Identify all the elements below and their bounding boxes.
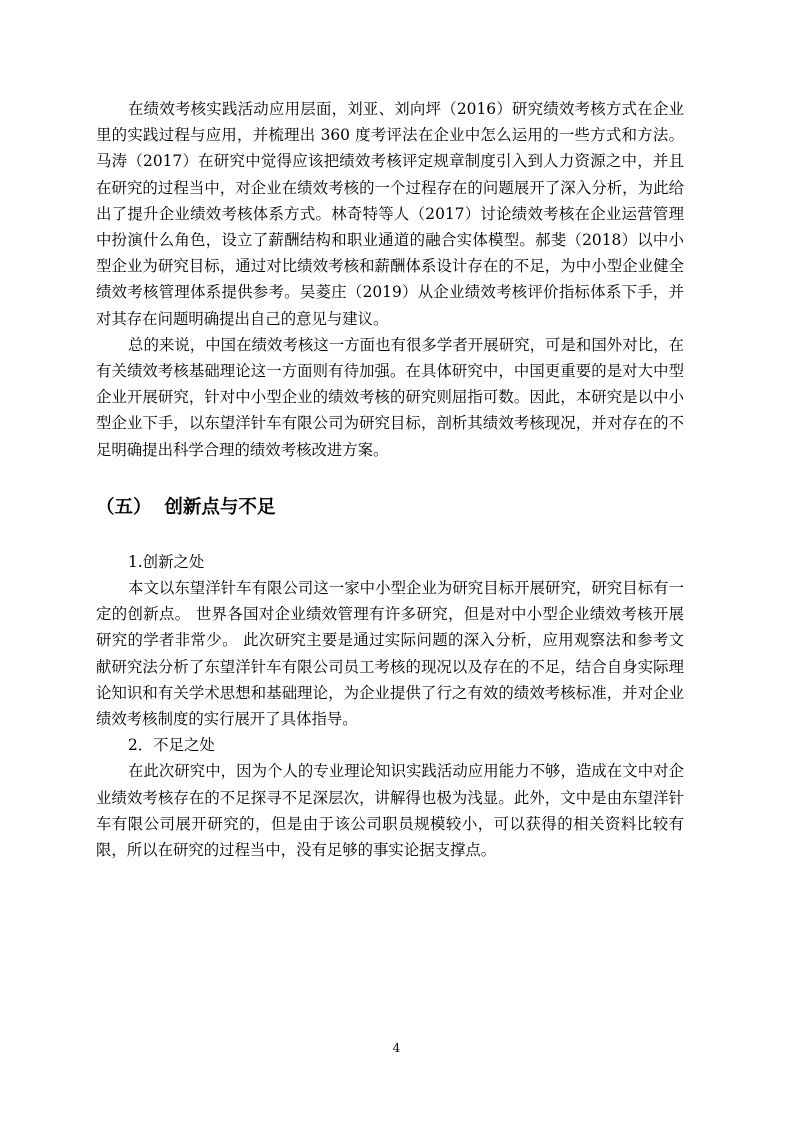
paragraph-summary: 总的来说，中国在绩效考核这一方面也有很多学者开展研究，可是和国外对比，在有关绩效考核基础理论这一方面则有待加强。在具体研究中，中国更重要的是对大中型企业开展研究，针对中小型企业的绩效考核的研究则屈指可数。因此，本研究是以中小型企业下手，以东望洋针车有限公司为研究目标，剖析其绩效考核现况，并对存在的不足明确提出科学合理的绩效考核改进方案。: [96, 335, 684, 459]
paragraph-shortcomings: 在此次研究中，因为个人的专业理论知识实践活动应用能力不够，造成在文中对企业绩效考核存在的不足探寻不足深层次，讲解得也极为浅显。此外，文中是由东望洋针车有限公司展开研究的，但是由于该公司职员规模较小，可以获得的相关资料比较有限，所以在研究的过程当中，没有足够的事实论据支撑点。: [96, 762, 684, 860]
page-content: [96, 96, 684, 863]
section-heading: （五） 创新点与不足: [96, 496, 276, 518]
subsection-title-shortcomings: 2．不足之处: [128, 736, 215, 755]
paragraph-practice-review: 在绩效考核实践活动应用层面，刘亚、刘向坪（2016）研究绩效考核方式在企业里的实践过程与应用，并梳理出 360 度考评法在企业中怎么运用的一些方式和方法。马涛（2017）在研究中觉得应该把绩效考核评定规章制度引入到人力资源之中，并且在研究的过程当中，对企业在绩效考核的一个过程存在的问题展开了深入分析，为此给出了提升企业绩效考核体系方式。林奇特等人（2017）讨论绩效考核在企业运营管理中扮演什么角色，设立了薪酬结构和职业通道的融合实体模型。郝斐（2018）以中小型企业为研究目标，通过对比绩效考核和薪酬体系设计存在的不足，为中小型企业健全绩效考核管理体系提供参考。吴菱庄（2019）从企业绩效考核评价指标体系下手，并对其存在问题明确提出自己的意见与建议。: [96, 100, 684, 328]
page-number: 4: [392, 1041, 401, 1055]
subsection-title-innovation: 1.创新之处: [128, 552, 205, 571]
paragraph-innovation: 本文以东望洋针车有限公司这一家中小型企业为研究目标开展研究，研究目标有一定的创新点。 世界各国对企业绩效管理有许多研究，但是对中小型企业绩效考核开展研究的学者非常少。 此次研究主要是通过实际问题的深入分析，应用观察法和参考文献研究法分析了东望洋针车有限公司员工考核的现况以及存在的不足，结合自身实际理论知识和有关学术思想和基础理论，为企业提供了行之有效的绩效考核标准，并对企业绩效考核制度的实行展开了具体指导。: [96, 579, 684, 729]
